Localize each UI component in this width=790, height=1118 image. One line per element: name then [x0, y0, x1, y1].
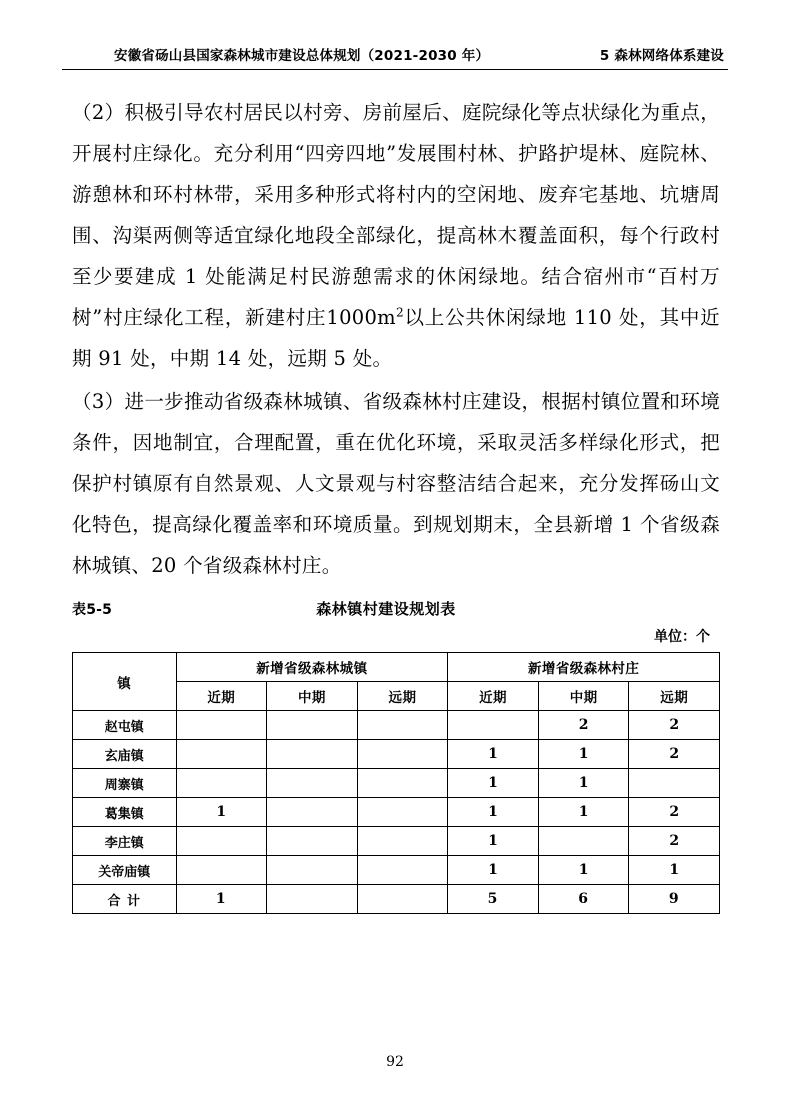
- cell-value: [176, 711, 267, 740]
- cell-value: 1: [448, 827, 539, 856]
- header-chapter-title: 5 森林网络体系建设: [599, 48, 724, 64]
- header-period-village-near: 近期: [448, 682, 539, 711]
- cell-total: 6: [538, 885, 629, 914]
- cell-value: 1: [538, 740, 629, 769]
- cell-value: 1: [538, 798, 629, 827]
- header-period-village-mid: 中期: [538, 682, 629, 711]
- cell-total: 5: [448, 885, 539, 914]
- cell-value: [357, 856, 448, 885]
- table-total-row: [73, 885, 720, 914]
- row-town-name: 关帝庙镇: [73, 856, 177, 885]
- header-new-forest-village: 新增省级森林村庄: [448, 653, 720, 682]
- header-new-forest-town: 新增省级森林城镇: [176, 653, 448, 682]
- cell-value: [267, 798, 358, 827]
- table-unit-label: 单位：个: [654, 629, 710, 645]
- cell-value: 2: [538, 711, 629, 740]
- cell-value: 1: [176, 798, 267, 827]
- cell-value: [357, 740, 448, 769]
- row-town-name: 周寨镇: [73, 769, 177, 798]
- cell-value: [267, 856, 358, 885]
- header-period-town-near: 近期: [176, 682, 267, 711]
- header-period-town-far: 远期: [357, 682, 448, 711]
- cell-value: [176, 740, 267, 769]
- table-row: [73, 798, 720, 827]
- header-period-town-mid: 中期: [267, 682, 358, 711]
- table-title: 森林镇村建设规划表: [316, 600, 456, 618]
- paragraph-2: [72, 92, 720, 379]
- header-divider: [62, 69, 728, 70]
- cell-total: [357, 885, 448, 914]
- cell-value: 1: [448, 769, 539, 798]
- cell-value: [267, 711, 358, 740]
- paragraph-2-tail-pre: 1000m: [326, 306, 396, 329]
- page-body: [62, 92, 728, 914]
- table-row: [73, 827, 720, 856]
- cell-value: [538, 827, 629, 856]
- table-head: [73, 653, 720, 711]
- cell-value: 1: [448, 856, 539, 885]
- cell-value: [176, 827, 267, 856]
- cell-total: [267, 885, 358, 914]
- cell-value: 1: [448, 740, 539, 769]
- table-row: [73, 740, 720, 769]
- cell-value: [267, 769, 358, 798]
- cell-value: 2: [629, 711, 720, 740]
- row-town-name: 赵屯镇: [73, 711, 177, 740]
- cell-value: [357, 769, 448, 798]
- cell-value: [176, 769, 267, 798]
- header-period-village-far: 远期: [629, 682, 720, 711]
- cell-value: [176, 856, 267, 885]
- cell-value: 2: [629, 798, 720, 827]
- cell-total: 9: [629, 885, 720, 914]
- page-footer: [0, 1054, 790, 1070]
- table-row: [73, 711, 720, 740]
- row-town-name: 玄庙镇: [73, 740, 177, 769]
- table-row: [73, 856, 720, 885]
- cell-value: [357, 711, 448, 740]
- cell-value: [357, 827, 448, 856]
- forest-town-village-plan-table: [72, 652, 720, 914]
- paragraph-2-tail-post: 以上公共休闲绿地 110 处，其中近期 91 处，中期 14 处，远期 5 处。: [72, 306, 720, 370]
- cell-value: 2: [629, 740, 720, 769]
- header-document-title: 安徽省砀山县国家森林城市建设总体规划（2021-2030 年）: [114, 48, 490, 64]
- row-town-name: 李庄镇: [73, 827, 177, 856]
- cell-value: [267, 827, 358, 856]
- page-number: 92: [386, 1054, 404, 1070]
- cell-value: [448, 711, 539, 740]
- cell-value: 1: [629, 856, 720, 885]
- cell-value: 1: [538, 769, 629, 798]
- row-total-label: 合 计: [73, 885, 177, 914]
- cell-value: [357, 798, 448, 827]
- table-caption: [72, 598, 720, 619]
- page-header: [62, 44, 728, 64]
- table-header-row-groups: [73, 653, 720, 682]
- cell-value: 2: [629, 827, 720, 856]
- cell-value: 1: [448, 798, 539, 827]
- row-town-name: 葛集镇: [73, 798, 177, 827]
- cell-value: 1: [538, 856, 629, 885]
- table-body: [73, 711, 720, 914]
- cell-value: [629, 769, 720, 798]
- table-row: [73, 769, 720, 798]
- table-number: 表5-5: [72, 602, 113, 618]
- paragraph-2-text: （2）积极引导农村居民以村旁、房前屋后、庭院绿化等点状绿化为重点，开展村庄绿化。充分利用“四旁四地”发展围村林、护路护堤林、庭院林、游憩林和环村林带，采用多种形式将村内的空闲地、废弃宅基地、坑塘周围、沟渠两侧等适宜绿化地段全部绿化，提高林木覆盖面积，每个行政村至少要建成 1 处能满足村民游憩需求的休闲绿地。结合宿州市“百村万树”村庄绿化工程，新建村庄: [72, 101, 720, 329]
- cell-value: [267, 740, 358, 769]
- paragraph-3: （3）进一步推动省级森林城镇、省级森林村庄建设，根据村镇位置和环境条件，因地制宜，合理配置，重在优化环境，采取灵活多样绿化形式，把保护村镇原有自然景观、人文景观与村容整洁结合起来，充分发挥砀山文化特色，提高绿化覆盖率和环境质量。到规划期末，全县新增 1 个省级森林城镇、20 个省级森林村庄。: [72, 390, 720, 577]
- superscript-square: 2: [395, 305, 404, 320]
- cell-total: 1: [176, 885, 267, 914]
- header-town: 镇: [73, 653, 177, 711]
